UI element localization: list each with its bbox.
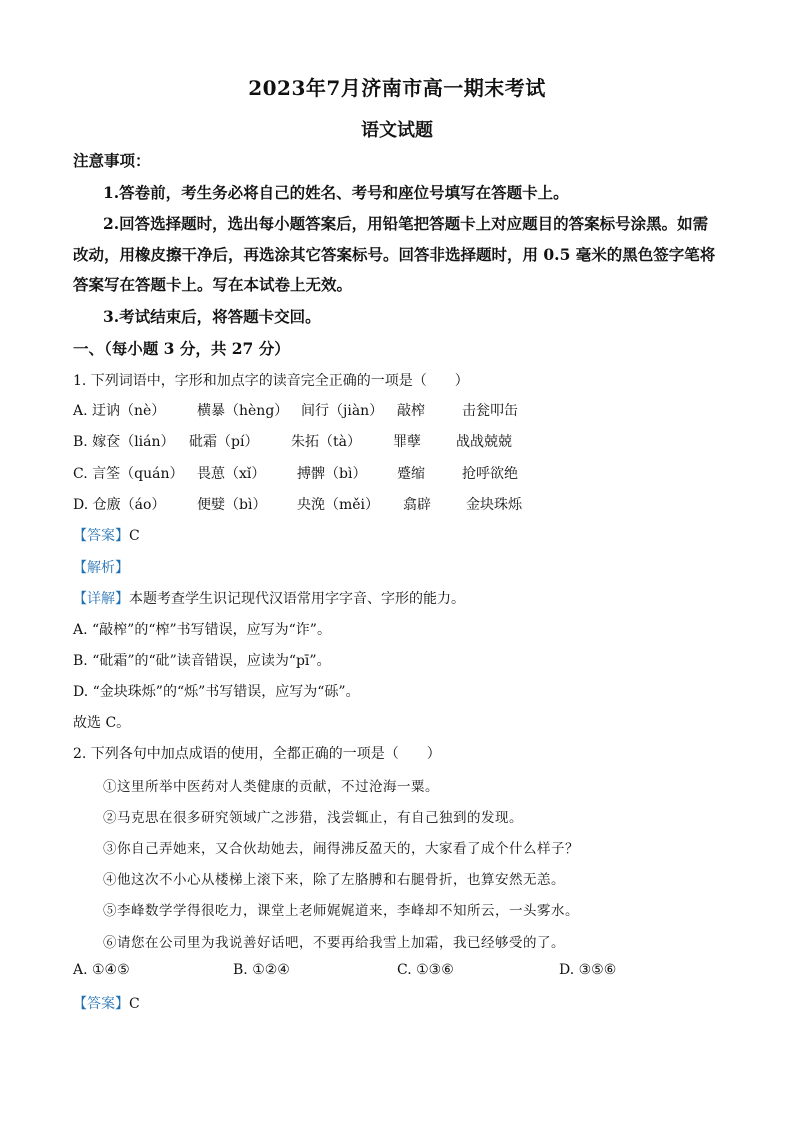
note-item-1: 1.答卷前，考生务必将自己的姓名、考号和座位号填写在答题卡上。 <box>103 183 569 202</box>
section-1-heading: 一、（每小题 3 分，共 27 分） <box>73 339 290 358</box>
q1-b-word-3: 朱拓（tà） <box>291 434 361 450</box>
note-item-2-line-2: 改动，用橡皮擦干净后，再选涂其它答案标号。回答非选择题时，用 0.5 毫米的黑色签字笔将 <box>73 245 716 264</box>
q2-sentence-4: ④他这次不小心从楼梯上滚下来，除了左胳膊和右腿骨折，也算安然无恙。 <box>103 872 565 888</box>
q2-option-b: B. ①②④ <box>233 962 290 978</box>
q1-answer <box>73 525 140 545</box>
note-item-2-line-3: 答案写在答题卡上。写在本试卷上无效。 <box>73 275 353 294</box>
question-1-stem: 1. 下列词语中，字形和加点字的读音完全正确的一项是（ ） <box>73 373 469 389</box>
q1-b-word-1: B. 嫁奁（lián） <box>73 434 175 450</box>
q1-a-word-1: A. 迂讷（nè） <box>73 403 166 419</box>
q1-c-word-2: 畏葸（xǐ） <box>197 466 266 482</box>
q1-d-word-5: 金块珠烁 <box>466 497 522 513</box>
q2-option-a: A. ①④⑤ <box>73 962 130 978</box>
note-item-2-line-1: 2.回答选择题时，选出每小题答案后，用铅笔把答题卡上对应题目的答案标号涂黑。如需 <box>103 214 709 233</box>
exam-title: 2023年7月济南市高一期末考试 <box>248 76 546 100</box>
q2-sentence-6: ⑥请您在公司里为我说善好话吧，不要再给我雪上加霜，我已经够受的了。 <box>103 935 565 951</box>
q2-answer-value: C <box>129 996 140 1012</box>
q1-a-word-4: 敲榨 <box>397 403 425 419</box>
q1-c-word-5: 抢呼欲绝 <box>462 466 518 482</box>
q1-detail-tag: 【详解】 <box>73 591 129 607</box>
q1-analysis-label: 【解析】 <box>73 560 129 576</box>
q1-d-word-4: 翕辟 <box>403 497 431 513</box>
q1-c-word-4: 蹙缩 <box>397 466 425 482</box>
q1-a-word-3: 间行（jiàn） <box>301 403 384 419</box>
q1-a-word-2: 横暴（hèng） <box>197 403 289 419</box>
q1-explain-a: A. “敲榨”的“榨”书写错误，应写为“诈”。 <box>73 622 331 638</box>
note-item-3: 3.考试结束后，将答题卡交回。 <box>103 307 321 326</box>
q2-option-d: D. ③⑤⑥ <box>559 962 617 978</box>
q1-c-word-3: 搏髀（bì） <box>297 466 367 482</box>
q1-d-word-1: D. 仓廒（áo） <box>73 497 166 513</box>
q1-answer-value: C <box>129 528 140 544</box>
q2-answer-tag: 【答案】 <box>73 996 129 1012</box>
q1-d-word-2: 便嬖（bì） <box>197 497 267 513</box>
q2-sentence-2: ②马克思在很多研究领域广之涉猎，浅尝辄止，有自己独到的发现。 <box>103 810 523 826</box>
q1-b-word-2: 砒霜（pí） <box>189 434 259 450</box>
q1-detail <box>73 588 465 608</box>
question-2-stem: 2. 下列各句中加点成语的使用，全都正确的一项是（ ） <box>73 746 441 762</box>
q1-detail-text: 本题考查学生识记现代汉语常用字字音、字形的能力。 <box>129 591 465 607</box>
q2-answer <box>73 993 140 1013</box>
q1-conclusion: 故选 C。 <box>73 715 131 731</box>
q2-sentence-5: ⑤李峰数学学得很吃力，课堂上老师娓娓道来，李峰却不知所云，一头雾水。 <box>103 903 579 919</box>
q1-explain-b: B. “砒霜”的“砒”读音错误，应读为“pī”。 <box>73 653 331 669</box>
subject-title: 语文试题 <box>361 120 433 141</box>
q1-b-word-5: 战战兢兢 <box>456 434 512 450</box>
q1-a-word-5: 击瓮叩缶 <box>462 403 518 419</box>
q1-d-word-3: 央浼（měi） <box>297 497 380 513</box>
q2-option-c: C. ①③⑥ <box>397 962 454 978</box>
q2-sentence-3: ③你自己弄她来，又合伙劫她去，闹得沸反盈天的，大家看了成个什么样子？ <box>103 841 579 857</box>
q1-explain-d: D. “金块珠烁”的“烁”书写错误，应写为“砾”。 <box>73 684 360 700</box>
q2-sentence-1: ①这里所举中医药对人类健康的贡献，不过沧海一粟。 <box>103 779 439 795</box>
q1-b-word-4: 罪孽 <box>393 434 421 450</box>
q1-c-word-1: C. 言筌（quán） <box>73 466 184 482</box>
notes-heading: 注意事项： <box>73 151 151 170</box>
q1-answer-tag: 【答案】 <box>73 528 129 544</box>
q1-analysis-tag <box>73 557 129 577</box>
